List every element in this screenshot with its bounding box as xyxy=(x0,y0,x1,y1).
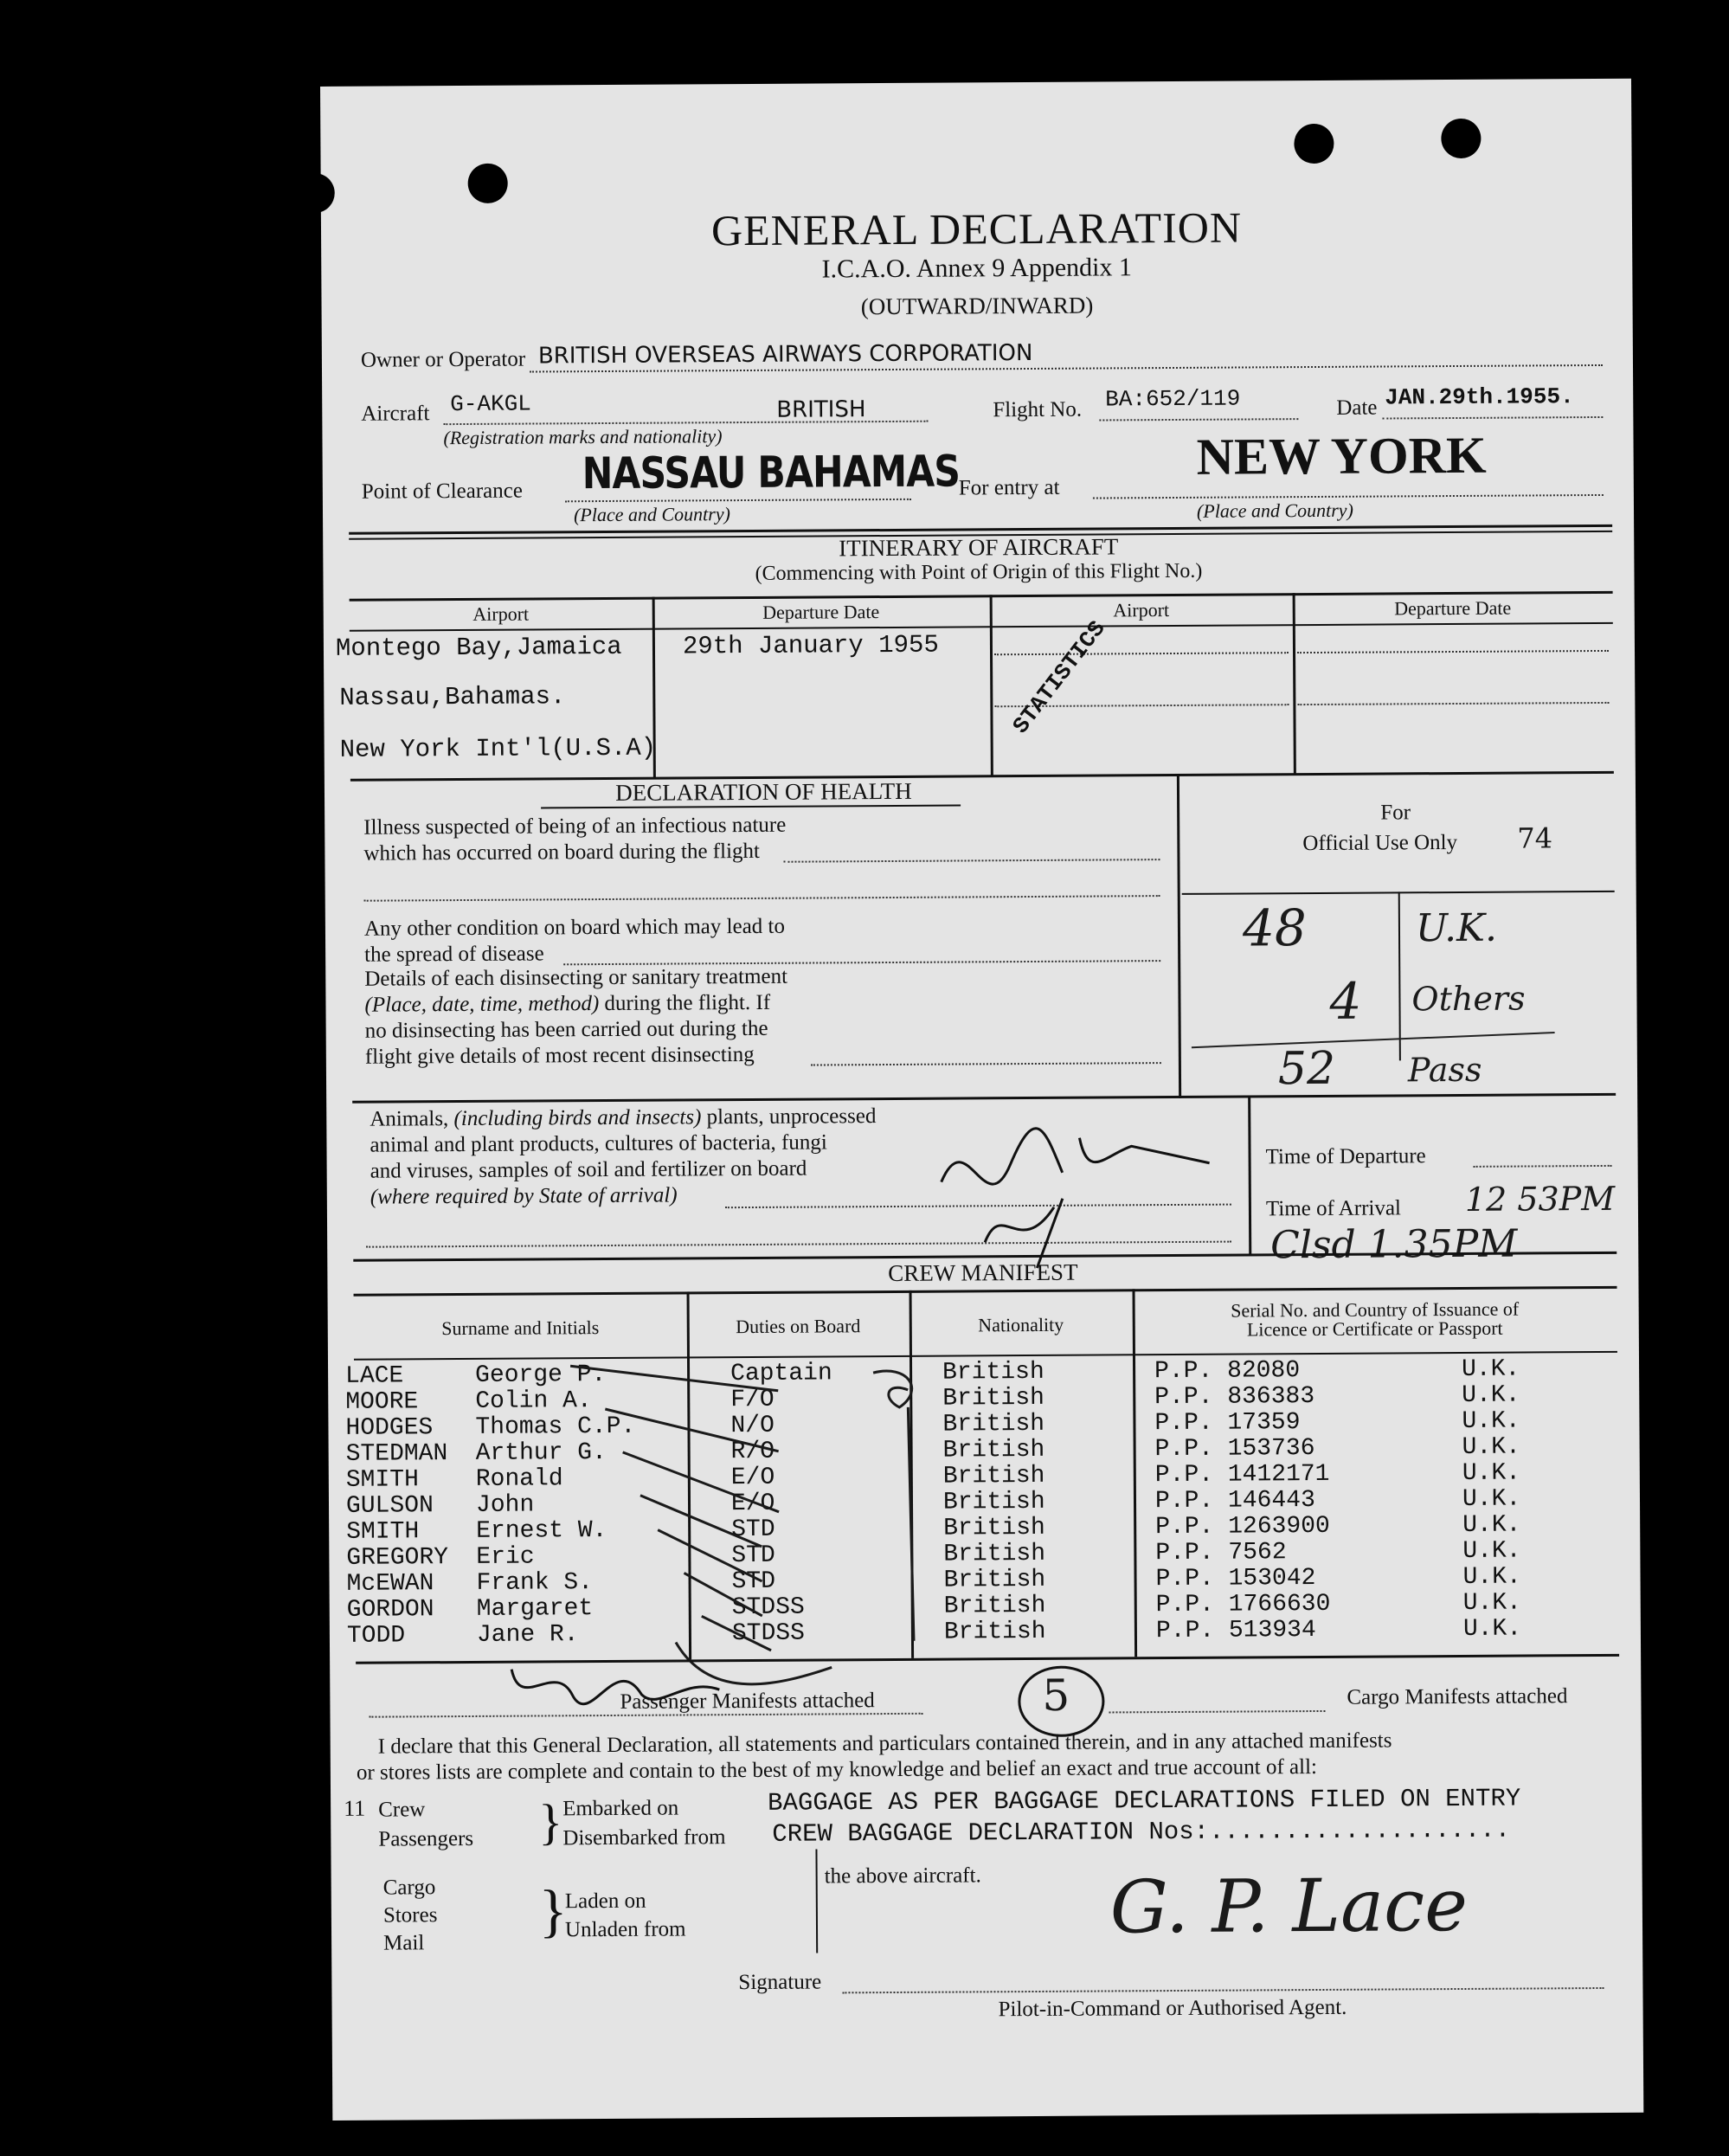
crew-country: U.K. xyxy=(1461,1355,1520,1383)
crew-duty: STDSS xyxy=(731,1593,805,1622)
mail-label: Mail xyxy=(383,1931,425,1955)
form-title: GENERAL DECLARATION xyxy=(710,203,1243,255)
disembarked-label: Disembarked from xyxy=(562,1825,726,1850)
baggage-line2: CREW BAGGAGE DECLARATION Nos:.................... xyxy=(772,1815,1511,1849)
crew-serial: P.P. 1412171 xyxy=(1154,1460,1330,1490)
cleared-time-value: Clsd 1.35PM xyxy=(1270,1221,1518,1268)
clearance-value: NASSAU BAHAMAS xyxy=(582,446,961,499)
crew-country: U.K. xyxy=(1462,1615,1522,1643)
crew-serial: P.P. 153042 xyxy=(1155,1565,1316,1593)
form-direction: (OUTWARD/INWARD) xyxy=(860,292,1094,320)
owner-value: BRITISH OVERSEAS AIRWAYS CORPORATION xyxy=(537,339,1033,370)
count-circle xyxy=(1018,1665,1104,1737)
health-title: DECLARATION OF HEALTH xyxy=(615,777,912,806)
animals-line2: animal and plant products, cultures of bacteria, fungi xyxy=(370,1130,827,1157)
crew-surname: GORDON xyxy=(346,1596,434,1624)
flight-number: BA:652/119 xyxy=(1105,385,1241,413)
declaration-form xyxy=(320,79,1643,2121)
punch-hole xyxy=(468,164,508,203)
crew-surname: HODGES xyxy=(345,1414,434,1442)
itinerary-row-date: 29th January 1955 xyxy=(682,630,939,661)
crew-serial: P.P. 153736 xyxy=(1154,1435,1315,1464)
crew-duty: N/O xyxy=(730,1412,775,1440)
signature-label: Signature xyxy=(738,1970,822,1995)
disinsect-line4: flight give details of most recent disinsecting xyxy=(364,1042,755,1069)
crew-serial: P.P. 146443 xyxy=(1154,1487,1315,1516)
cargo-label: Cargo xyxy=(382,1876,436,1900)
above-aircraft-text: the above aircraft. xyxy=(824,1863,981,1889)
crew-surname: GREGORY xyxy=(346,1544,449,1572)
crew-count: 11 xyxy=(344,1795,366,1821)
flight-label: Flight No. xyxy=(993,397,1083,422)
crew-nationality: British xyxy=(942,1358,1044,1387)
crew-country: U.K. xyxy=(1462,1563,1521,1591)
clearance-label: Point of Clearance xyxy=(361,479,524,504)
aircraft-registration: G-AKGL xyxy=(450,390,531,418)
crew-surname: GULSON xyxy=(345,1492,434,1520)
illness-line1: Illness suspected of being of an infectious nature xyxy=(363,813,787,840)
crew-country: U.K. xyxy=(1462,1537,1521,1565)
crew-label: Crew xyxy=(378,1798,426,1822)
itinerary-row-airport: Nassau,Bahamas. xyxy=(339,682,566,712)
initials-scribble xyxy=(932,1103,1218,1278)
tally-count-pass: 52 xyxy=(1277,1042,1336,1096)
laden-label: Laden on xyxy=(564,1889,646,1914)
tally-count-others: 4 xyxy=(1329,971,1362,1031)
passenger-manifests-label: Passenger Manifests attached xyxy=(620,1689,875,1714)
tally-rule xyxy=(1192,1032,1555,1048)
itinerary-col-date-2: Departure Date xyxy=(1394,596,1512,620)
declaration-line2: or stores lists are complete and contain to the best of my knowledge and belief an exact and true account of all: xyxy=(356,1754,1318,1785)
manifest-scribble xyxy=(503,1642,728,1713)
entry-value: NEW YORK xyxy=(1196,426,1487,486)
crew-nationality: British xyxy=(942,1488,1045,1516)
crew-nationality: British xyxy=(942,1384,1044,1413)
declaration-line1: I declare that this General Declaration, all statements and particulars contained therein, and in any attached manifests xyxy=(377,1728,1392,1759)
entry-caption: (Place and Country) xyxy=(1196,499,1353,522)
animals-line3: and viruses, samples of soil and fertilizer on board xyxy=(370,1156,807,1183)
animals-line4: (where required by State of arrival) xyxy=(370,1183,678,1209)
animals-line1: Animals, (including birds and insects) plants, unprocessed xyxy=(370,1104,877,1131)
aircraft-label: Aircraft xyxy=(361,402,430,426)
crew-serial: P.P. 1766630 xyxy=(1155,1590,1331,1619)
crew-duty: E/O xyxy=(730,1464,775,1492)
disinsect-line3: no disinsecting has been carried out during the xyxy=(364,1016,768,1043)
departure-time-label: Time of Departure xyxy=(1265,1144,1426,1169)
crew-given: Ronald xyxy=(475,1465,563,1493)
punch-hole xyxy=(1441,119,1481,158)
crew-nationality: British xyxy=(942,1462,1045,1490)
brace: } xyxy=(538,1793,563,1850)
crew-col-nationality: Nationality xyxy=(978,1313,1064,1336)
crew-given: George P. xyxy=(475,1361,607,1389)
disinsect-line1: Details of each disinsecting or sanitary treatment xyxy=(364,964,788,991)
embarked-label: Embarked on xyxy=(562,1796,679,1821)
crew-given: Margaret xyxy=(476,1595,594,1623)
itinerary-row-airport: New York Int'l(U.S.A) xyxy=(339,733,657,764)
unladen-label: Unladen from xyxy=(564,1917,686,1942)
crew-given: Thomas C.P. xyxy=(475,1413,636,1441)
other-line2: the spread of disease xyxy=(364,942,544,967)
crew-given: Eric xyxy=(476,1543,535,1571)
crew-surname: STEDMAN xyxy=(345,1440,448,1468)
crew-given: Frank S. xyxy=(476,1569,594,1597)
crew-country: U.K. xyxy=(1462,1433,1520,1461)
itinerary-col-date-1: Departure Date xyxy=(762,601,880,623)
crew-nationality: British xyxy=(942,1410,1045,1438)
official-label-line1: For xyxy=(1380,801,1411,825)
entry-label: For entry at xyxy=(958,475,1060,500)
crew-country: U.K. xyxy=(1462,1459,1521,1487)
crew-col-licence: Licence or Certificate or Passport xyxy=(1246,1316,1503,1341)
crew-surname: McEWAN xyxy=(346,1570,434,1598)
date-value: JAN.29th.1955. xyxy=(1385,383,1574,411)
baggage-line1: BAGGAGE AS PER BAGGAGE DECLARATIONS FILED ON ENTRY xyxy=(768,1784,1521,1818)
crew-nationality: British xyxy=(943,1540,1046,1568)
crew-serial: P.P. 17359 xyxy=(1154,1409,1301,1438)
crew-surname: SMITH xyxy=(345,1466,419,1494)
crew-duty: F/O xyxy=(730,1386,775,1414)
crew-duty: STD xyxy=(731,1541,775,1570)
crew-given: John xyxy=(475,1491,535,1519)
tally-note-pass: Pass xyxy=(1407,1050,1482,1090)
itinerary-subtitle: (Commencing with Point of Origin of this Flight No.) xyxy=(755,559,1203,585)
disinsect-line2: (Place, date, time, method) during the flight. If xyxy=(364,990,771,1017)
crew-surname: TODD xyxy=(346,1622,406,1650)
other-line1: Any other condition on board which may lead to xyxy=(363,914,786,941)
crew-col-serial: Serial No. and Country of Issuance of xyxy=(1231,1297,1520,1322)
clearance-caption: (Place and Country) xyxy=(573,503,730,526)
cargo-manifests-label: Cargo Manifests attached xyxy=(1347,1684,1568,1709)
crew-country: U.K. xyxy=(1462,1589,1522,1617)
signer-caption: Pilot-in-Command or Authorised Agent. xyxy=(998,1995,1347,2022)
arrival-time-value: 12 53PM xyxy=(1464,1179,1616,1219)
crew-surname: MOORE xyxy=(345,1388,419,1416)
crew-given: Ernest W. xyxy=(476,1517,607,1545)
crew-serial: P.P. 836383 xyxy=(1154,1383,1315,1412)
crew-duty: R/O xyxy=(730,1438,775,1466)
crew-surname: SMITH xyxy=(346,1518,420,1546)
crew-country: U.K. xyxy=(1462,1485,1521,1513)
passenger-manifests-count: 5 xyxy=(1042,1670,1070,1721)
crew-nationality: British xyxy=(943,1566,1046,1594)
crew-nationality: British xyxy=(942,1436,1045,1464)
crew-duty: E/O xyxy=(730,1490,775,1518)
itinerary-row-airport: Montego Bay,Jamaica xyxy=(335,632,622,663)
crew-serial: P.P. 513934 xyxy=(1155,1617,1316,1645)
crew-col-duty: Duties on Board xyxy=(736,1315,861,1338)
official-number: 74 xyxy=(1517,821,1553,855)
arrival-time-label: Time of Arrival xyxy=(1265,1196,1402,1221)
crew-surname: LACE xyxy=(345,1362,404,1390)
crew-given: Arthur G. xyxy=(475,1439,607,1467)
tally-count-uk: 48 xyxy=(1242,898,1307,958)
crew-nationality: British xyxy=(943,1618,1046,1646)
crew-serial: P.P. 7562 xyxy=(1155,1539,1287,1567)
signature-value: G. P. Lace xyxy=(1109,1862,1469,1950)
crew-title: CREW MANIFEST xyxy=(888,1258,1078,1287)
date-label: Date xyxy=(1336,396,1378,420)
crew-country: U.K. xyxy=(1462,1381,1520,1409)
brace: } xyxy=(538,1877,568,1944)
itinerary-col-airport-1: Airport xyxy=(472,602,530,625)
crew-duty: STDSS xyxy=(731,1619,806,1648)
crew-duty: Captain xyxy=(730,1360,832,1388)
stores-label: Stores xyxy=(382,1903,438,1928)
crew-given: Colin A. xyxy=(475,1387,592,1415)
itinerary-title: ITINERARY OF AIRCRAFT xyxy=(839,533,1119,562)
illness-line2: which has occurred on board during the flight xyxy=(363,839,761,866)
tally-note-others: Others xyxy=(1411,979,1526,1019)
owner-label: Owner or Operator xyxy=(360,347,526,372)
crew-nationality: British xyxy=(943,1592,1046,1620)
crew-serial: P.P. 82080 xyxy=(1154,1357,1301,1386)
crew-country: U.K. xyxy=(1462,1511,1521,1539)
crew-col-name: Surname and Initials xyxy=(441,1316,600,1340)
itinerary-col-airport-2: Airport xyxy=(1113,599,1170,621)
form-subtitle: I.C.A.O. Annex 9 Appendix 1 xyxy=(821,253,1133,284)
crew-duty: STD xyxy=(731,1567,776,1596)
official-label-line2: Official Use Only xyxy=(1302,830,1458,856)
crew-nationality: British xyxy=(943,1514,1045,1542)
crew-duty: STD xyxy=(731,1516,775,1544)
passengers-label: Passengers xyxy=(378,1826,474,1851)
aircraft-nationality: BRITISH xyxy=(776,396,866,423)
punch-hole xyxy=(1294,124,1334,164)
crew-country: U.K. xyxy=(1462,1407,1520,1435)
crew-given: Jane R. xyxy=(476,1621,579,1649)
crew-serial: P.P. 1263900 xyxy=(1155,1512,1330,1541)
registration-caption: (Registration marks and nationality) xyxy=(443,425,723,449)
tally-note-uk: U.K. xyxy=(1415,905,1498,951)
statistics-stamp: STATISTICS xyxy=(1007,615,1111,739)
